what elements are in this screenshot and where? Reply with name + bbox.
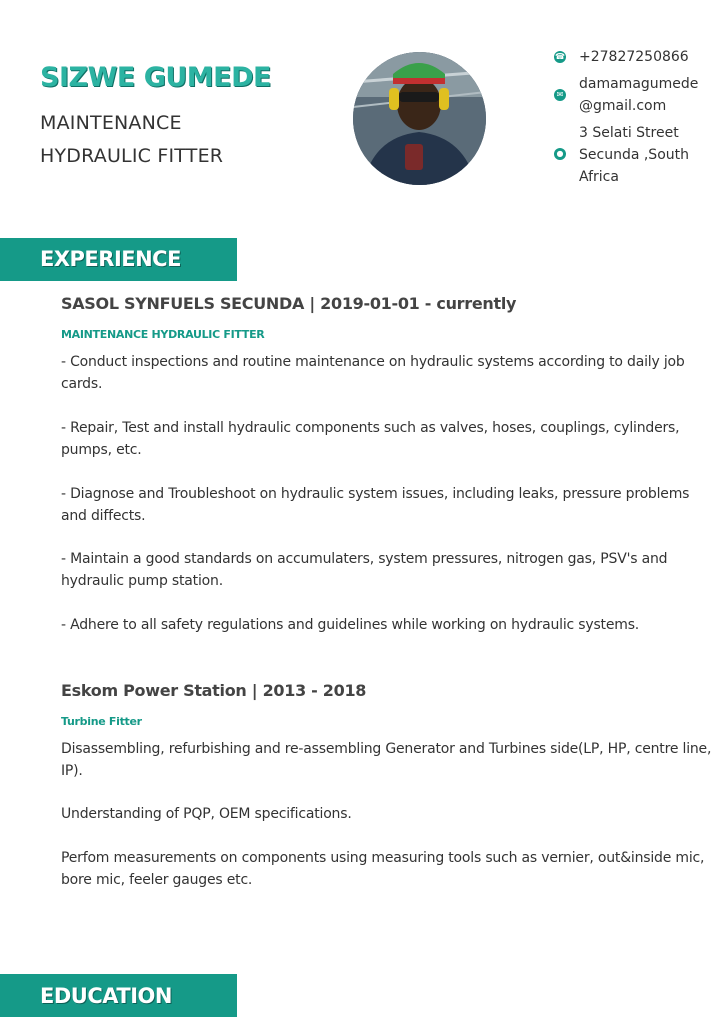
- avatar: [353, 52, 486, 185]
- job-duty: - Diagnose and Troubleshoot on hydraulic system issues, including leaks, pressure problems and diffects.: [61, 486, 690, 524]
- job-duty: - Adhere to all safety regulations and guidelines while working on hydraulic systems.: [61, 617, 640, 633]
- job-duty: Understanding of PQP, OEM specifications.: [61, 806, 352, 822]
- contact-email-line1[interactable]: damamagumede: [579, 76, 699, 92]
- job-duty: Disassembling, refurbishing and re-assembling Generator and Turbines side(LP, HP, centre line, IP).: [61, 741, 712, 779]
- job-heading: SASOL SYNFUELS SECUNDA | 2019-01-01 - currently: [61, 294, 517, 313]
- location-icon: ●: [554, 148, 566, 160]
- contact-phone[interactable]: +27827250866: [579, 49, 689, 65]
- job-position: Turbine Fitter: [61, 715, 142, 728]
- job-duty: - Repair, Test and install hydraulic components such as valves, hoses, couplings, cylinders, pumps, etc.: [61, 420, 680, 458]
- job-heading: Eskom Power Station | 2013 - 2018: [61, 681, 367, 700]
- job-duty: Perfom measurements on components using measuring tools such as vernier, out&inside mic, bore mic, feeler gauges etc.: [61, 850, 705, 888]
- email-icon: ✉: [554, 89, 566, 101]
- experience-heading: EXPERIENCE: [40, 247, 181, 271]
- phone-icon: ☎: [555, 52, 565, 61]
- contact-email-line2[interactable]: @gmail.com: [579, 98, 667, 114]
- job-duty: - Maintain a good standards on accumulaters, system pressures, nitrogen gas, PSV's and hydraulic pump station.: [61, 551, 668, 589]
- job-duty: - Conduct inspections and routine maintenance on hydraulic systems according to daily job cards.: [61, 354, 685, 392]
- candidate-name: SIZWE GUMEDE: [40, 62, 271, 93]
- job-title-line1: MAINTENANCE: [40, 112, 182, 134]
- job-position: MAINTENANCE HYDRAULIC FITTER: [61, 328, 265, 341]
- education-heading: EDUCATION: [40, 984, 172, 1008]
- contact-address-line3: Africa: [579, 169, 619, 185]
- contact-address-line2: Secunda ,South: [579, 147, 689, 163]
- profile-photo: [353, 52, 486, 185]
- contact-address-line1: 3 Selati Street: [579, 125, 679, 141]
- job-title-line2: HYDRAULIC FITTER: [40, 145, 224, 167]
